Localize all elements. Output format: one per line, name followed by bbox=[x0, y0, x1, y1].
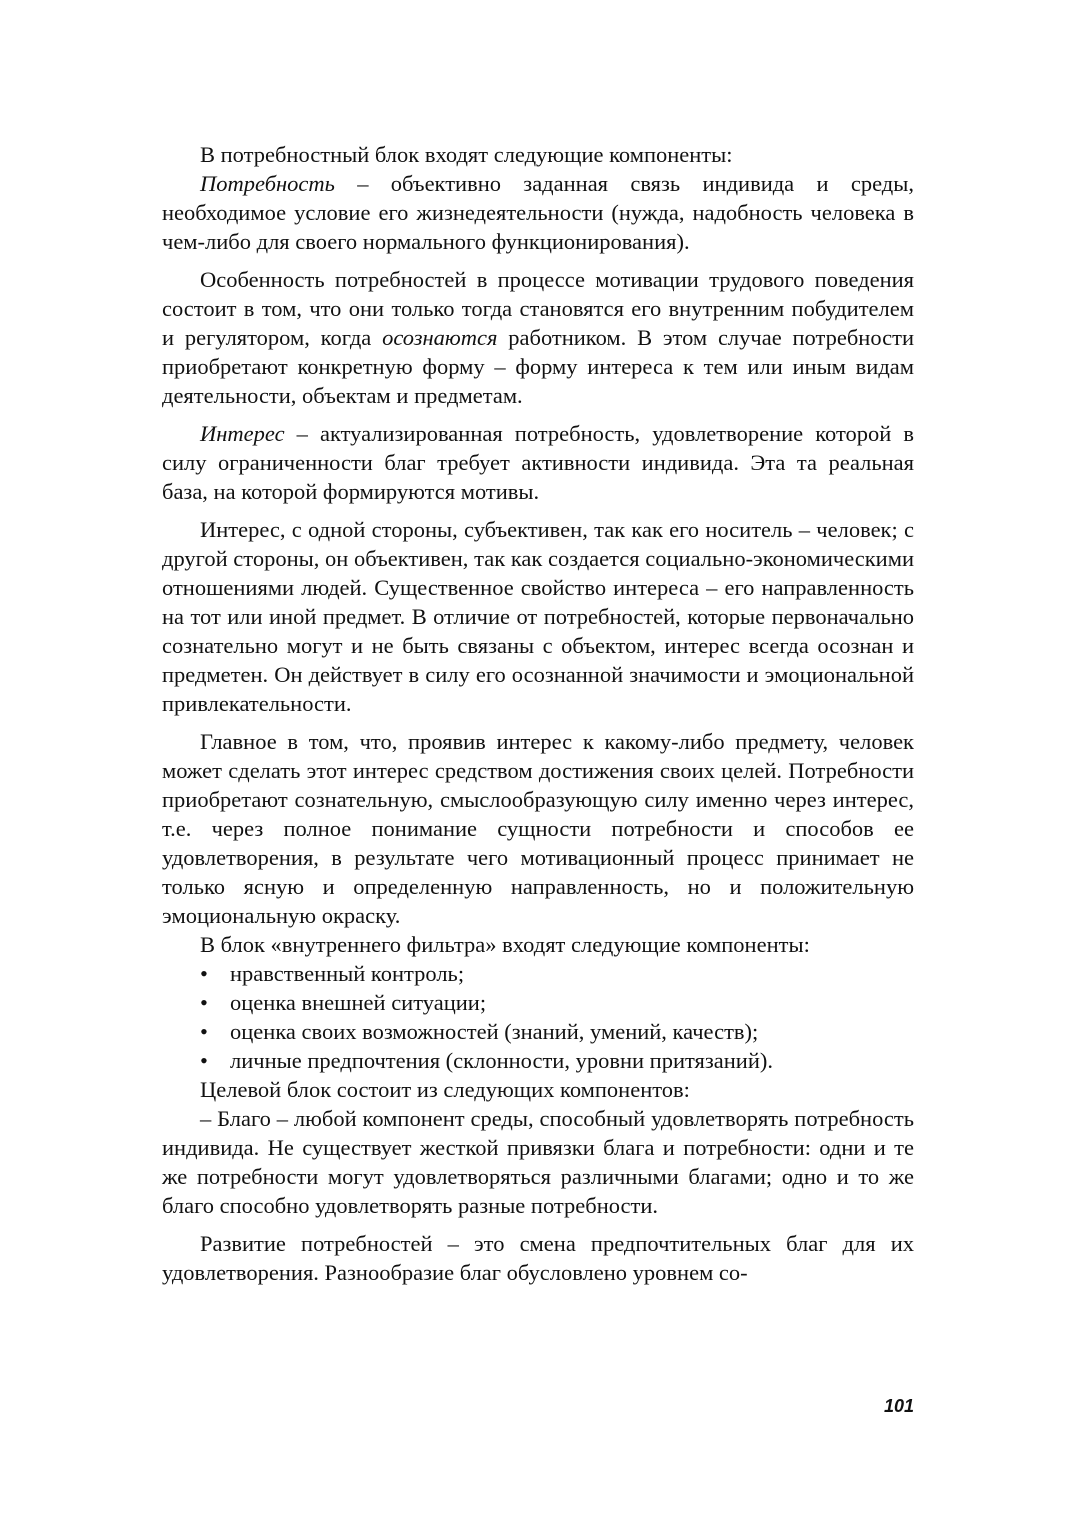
paragraph-needs-development bbox=[162, 1229, 914, 1287]
bullet-icon: • bbox=[200, 961, 208, 986]
bullet-icon: • bbox=[200, 1019, 208, 1044]
paragraph-interest-nature bbox=[162, 515, 914, 718]
list-item-text: оценка своих возможностей (знаний, умений, качеств); bbox=[230, 1019, 759, 1044]
paragraph-interest-main bbox=[162, 727, 914, 930]
page-number: 101 bbox=[883, 1396, 914, 1416]
list-item-text: оценка внешней ситуации; bbox=[230, 990, 487, 1015]
page-body-text bbox=[162, 140, 914, 1287]
paragraph-text: Целевой блок состоит из следующих компонентов: bbox=[200, 1077, 690, 1102]
bullet-icon: • bbox=[200, 1048, 208, 1073]
paragraph-text: – объективно заданная связь индивида и среды, необходимое условие его жизнедеятельности (нужда, надобность человека в чем-либо для своего нормального функционирования). bbox=[162, 171, 914, 254]
paragraph-good-definition bbox=[162, 1104, 914, 1220]
paragraph-need-block-intro bbox=[162, 140, 914, 169]
list-item bbox=[200, 959, 914, 988]
filter-components-list bbox=[162, 959, 914, 1075]
paragraph-target-block-intro bbox=[162, 1075, 914, 1104]
paragraph-text: Развитие потребностей – это смена предпочтительных благ для их удовлетворения. Разнообразие благ обусловлено уровнем со- bbox=[162, 1231, 914, 1285]
term-need: Потребность bbox=[200, 171, 335, 196]
list-item-text: личные предпочтения (склонности, уровни притязаний). bbox=[230, 1048, 773, 1073]
paragraph-text: В потребностный блок входят следующие компоненты: bbox=[200, 142, 733, 167]
paragraph-text: Особенность потребностей в процессе мотивации трудового поведения состоит в том, что они только тогда становятся его внутренним побудителем и регулятором, когда bbox=[162, 267, 914, 350]
paragraph-filter-block-intro bbox=[162, 930, 914, 959]
paragraph-text: работником. В этом случае потребности приобретают конкретную форму – форму интереса к тем или иным видам деятельности, объектам и предметам. bbox=[162, 325, 914, 408]
list-item bbox=[200, 988, 914, 1017]
emphasis-realized: осознаются bbox=[382, 325, 498, 350]
paragraph-text: Интерес, с одной стороны, субъективен, так как его носитель – человек; с другой стороны, он объективен, так как создается социально-экономическими отношениями людей. Существенное свойство интереса – его направленность на тот или иной предмет. В отличие от потребностей, которые первоначально сознательно могут и не быть связаны с объектом, интерес всегда осознан и предметен. Он действует в силу его осознанной значимости и эмоциональной привлекательности. bbox=[162, 517, 914, 716]
paragraph-text: – Благо – любой компонент среды, способный удовлетворять потребность индивида. Не существует жесткой привязки блага и потребности: одни и те же потребности могут удовлетворяться различными благами; одно и то же благо способно удовлетворять разные потребности. bbox=[162, 1106, 914, 1218]
paragraph-need-feature bbox=[162, 265, 914, 410]
paragraph-interest-definition bbox=[162, 419, 914, 506]
list-item bbox=[200, 1046, 914, 1075]
list-item-text: нравственный контроль; bbox=[230, 961, 465, 986]
bullet-icon: • bbox=[200, 990, 208, 1015]
term-interest: Интерес bbox=[200, 421, 285, 446]
paragraph-need-definition bbox=[162, 169, 914, 256]
paragraph-text: – актуализированная потребность, удовлетворение которой в силу ограниченности благ требует активности индивида. Эта та реальная база, на которой формируются мотивы. bbox=[162, 421, 914, 504]
paragraph-text: В блок «внутреннего фильтра» входят следующие компоненты: bbox=[200, 932, 810, 957]
paragraph-text: Главное в том, что, проявив интерес к какому-либо предмету, человек может сделать этот интерес средством достижения своих целей. Потребности приобретают сознательную, смыслообразующую силу именно через интерес, т.е. через полное понимание сущности потребности и способов ее удовлетворения, в результате чего мотивационный процесс принимает не только ясную и определенную направленность, но и положительную эмоциональную окраску. bbox=[162, 729, 914, 928]
list-item bbox=[200, 1017, 914, 1046]
